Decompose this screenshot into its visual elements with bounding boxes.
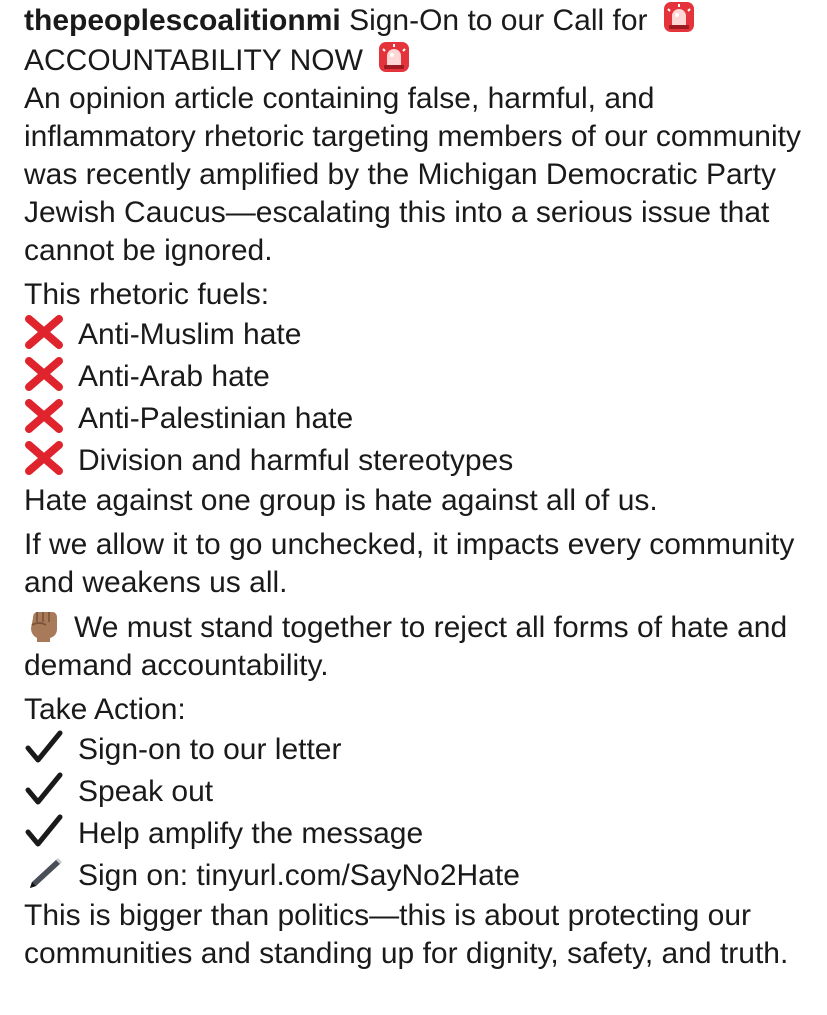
closing-paragraph: This is bigger than politics—this is about protecting our communities and standing up for dignity, safety, and truth. <box>24 899 789 970</box>
list-item <box>24 314 819 356</box>
username-link[interactable]: thepeoplescoalitionmi <box>24 4 341 37</box>
check-mark-icon <box>24 814 64 848</box>
stand-line <box>24 608 819 685</box>
list-item <box>24 771 819 813</box>
action-heading: Take Action: <box>24 693 186 726</box>
action-list <box>24 729 819 897</box>
fuels-heading: This rhetoric fuels: <box>24 278 270 311</box>
pen-icon <box>24 856 64 890</box>
action-item-label: Help amplify the message <box>78 817 424 850</box>
unchecked-line: If we allow it to go unchecked, it impacts every community and weakens us all. <box>24 528 795 599</box>
headline-text-line2: ACCOUNTABILITY NOW <box>24 44 363 77</box>
check-mark-icon <box>24 772 64 806</box>
fuels-item-label: Anti-Arab hate <box>78 360 270 393</box>
red-cross-mark-icon <box>24 315 64 349</box>
fuels-item-label: Anti-Palestinian hate <box>78 402 354 435</box>
list-item <box>24 440 819 482</box>
list-item <box>24 356 819 398</box>
fuels-list <box>24 314 819 482</box>
red-cross-mark-icon <box>24 441 64 475</box>
caption-headline <box>24 0 819 80</box>
list-item <box>24 813 819 855</box>
red-cross-mark-icon <box>24 399 64 433</box>
check-mark-icon <box>24 730 64 764</box>
red-cross-mark-icon <box>24 357 64 391</box>
sign-on-row <box>24 855 819 897</box>
police-siren-icon <box>377 40 411 74</box>
police-siren-icon <box>662 0 696 34</box>
raised-fist-icon <box>24 608 64 642</box>
post-caption <box>24 0 819 973</box>
action-item-label: Sign-on to our letter <box>78 733 342 766</box>
list-item <box>24 729 819 771</box>
stand-line-text: We must stand together to reject all forms of hate and demand accountability. <box>24 611 788 682</box>
unity-line: Hate against one group is hate against all of us. <box>24 484 658 517</box>
action-item-label: Speak out <box>78 775 214 808</box>
headline-text-line1: Sign-On to our Call for <box>349 4 648 37</box>
sign-on-link[interactable]: tinyurl.com/SayNo2Hate <box>196 859 520 892</box>
intro-paragraph: An opinion article containing false, harmful, and inflammatory rhetoric targeting members of our community was recently amplified by the Michigan Democratic Party Jewish Caucus—escalating this into a serious issue that cannot be ignored. <box>24 82 801 267</box>
list-item <box>24 398 819 440</box>
sign-on-prefix: Sign on: <box>78 859 197 892</box>
fuels-item-label: Anti-Muslim hate <box>78 318 302 351</box>
fuels-item-label: Division and harmful stereotypes <box>78 444 514 477</box>
